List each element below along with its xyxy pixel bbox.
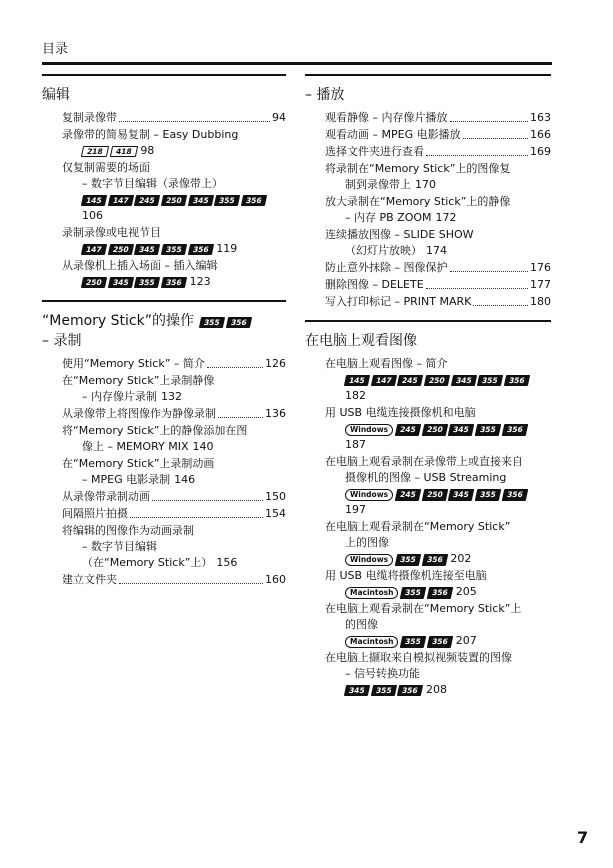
entry-page: 140 — [192, 440, 214, 453]
entry-text: 建立文件夹 — [62, 573, 117, 586]
dot-leader — [463, 138, 528, 139]
section-title-text: – 播放 — [305, 87, 345, 103]
entry-text: 间隔照片拍摄 — [62, 507, 128, 520]
entry-text: 删除图像 – DELETE — [325, 278, 424, 291]
dot-leader — [130, 517, 263, 518]
entry-text: 放大录制在“Memory Stick”上的静像 — [325, 195, 511, 208]
model-badges — [345, 375, 529, 386]
model-badges — [345, 636, 452, 648]
dot-leader — [152, 500, 263, 501]
entry-line — [62, 110, 286, 126]
entry-line — [62, 274, 286, 290]
entry-page: 208 — [425, 683, 447, 696]
toc-entry — [325, 601, 551, 649]
model-badge: 250 — [421, 489, 447, 501]
entry-page: 132 — [161, 390, 182, 403]
entry-page: 119 — [216, 242, 238, 255]
model-badge: 355 — [400, 587, 426, 599]
entry-text: 在电脑上观看录制在“Memory Stick”上 — [325, 602, 522, 615]
entry-page: 126 — [265, 357, 286, 370]
entry-line — [62, 472, 286, 488]
entry-text: 用 USB 电缆连接摄像机和电脑 — [325, 406, 476, 419]
page-number: 7 — [577, 828, 589, 847]
model-badge: 355 — [400, 636, 426, 648]
toc-entry — [62, 406, 286, 422]
entry-page: 172 — [435, 211, 457, 224]
toc-entries — [305, 356, 551, 698]
toc-entry — [325, 110, 551, 126]
entry-text: 将录制在“Memory Stick”上的图像复 — [325, 162, 511, 175]
section-title — [305, 84, 551, 104]
entry-line — [325, 144, 551, 160]
entry-continuation: 制到录像带上 — [345, 178, 411, 191]
header-rule — [42, 62, 552, 65]
toc-section — [42, 74, 286, 290]
toc-entry — [325, 650, 551, 698]
entry-text: 写入打印标记 – PRINT MARK — [325, 295, 472, 308]
entry-text: 录制录像或电视节目 — [62, 226, 161, 239]
toc-entry — [325, 161, 551, 193]
model-badge: 218 — [81, 146, 109, 157]
model-badge: 250 — [424, 375, 450, 386]
model-badge: 345 — [448, 489, 474, 501]
entry-page: 170 — [415, 178, 436, 191]
toc-entry — [62, 489, 286, 505]
entry-text: 将编辑的图像作为动画录制 — [62, 524, 194, 537]
toc-entry — [62, 506, 286, 522]
toc-entry — [325, 260, 551, 276]
entry-line — [325, 177, 551, 193]
model-badge: 356 — [501, 489, 527, 501]
model-badge: 356 — [504, 375, 530, 386]
entry-line — [325, 210, 551, 226]
entry-page: 146 — [174, 473, 196, 486]
entry-text: 从录像机上插入场面 – 插入编辑 — [62, 259, 218, 272]
os-logo: Macintosh — [345, 587, 398, 599]
dot-leader — [450, 271, 529, 272]
model-badges — [82, 195, 266, 206]
entry-continuation: – MPEG 电影录制 — [82, 473, 171, 486]
model-badge: 356 — [397, 685, 423, 696]
model-badge: 418 — [109, 146, 137, 157]
toc-entry — [62, 456, 286, 488]
toc-entry — [62, 572, 286, 588]
entry-text: 将“Memory Stick”上的静像添加在图 — [62, 424, 248, 437]
entry-continuation: 像上 – MEMORY MIX — [82, 440, 189, 453]
model-badge: 245 — [395, 424, 421, 436]
toc-entries — [42, 110, 286, 290]
model-badges — [345, 424, 526, 436]
os-logo: Windows — [345, 424, 393, 436]
entry-page: 94 — [272, 111, 286, 124]
entry-page: 166 — [530, 128, 551, 141]
entry-line — [325, 551, 551, 567]
entry-page: 163 — [530, 111, 551, 124]
section-rule — [42, 300, 286, 302]
toc-entry — [325, 127, 551, 143]
entry-continuation: – 内存 PB ZOOM — [345, 211, 432, 224]
toc-entries — [42, 356, 286, 588]
entry-line — [325, 633, 551, 649]
model-badge: 356 — [421, 554, 447, 566]
section-title — [42, 310, 286, 350]
entry-continuation: 摄像机的图像 – USB Streaming — [345, 471, 507, 484]
entry-line — [325, 110, 551, 126]
entry-text: 从录像带上将图像作为静像录制 — [62, 407, 216, 420]
model-badge: 355 — [161, 244, 187, 255]
entry-line — [62, 356, 286, 372]
entry-page: 160 — [265, 573, 286, 586]
model-badge: 250 — [421, 424, 447, 436]
entry-line — [62, 439, 286, 455]
model-badges — [82, 146, 136, 157]
entry-text: 在电脑上撷取来自模拟视频装置的图像 — [325, 651, 512, 664]
model-badge: 355 — [134, 277, 160, 288]
entry-text: 选择文件夹进行查看 — [325, 145, 424, 158]
dot-leader — [119, 583, 263, 584]
entry-page: 176 — [530, 261, 551, 274]
toc-entry — [62, 160, 286, 224]
entry-page: 156 — [216, 556, 238, 569]
entry-text: 仅复制需要的场面 — [62, 161, 150, 174]
toc-entry — [62, 258, 286, 290]
entry-line — [62, 572, 286, 588]
entry-continuation: – 内存像片录制 — [82, 390, 157, 403]
entry-text: 在电脑上观看图像 – 简介 — [325, 357, 448, 370]
entry-page: 205 — [455, 585, 477, 598]
entry-line — [325, 127, 551, 143]
entry-page: 123 — [189, 275, 211, 288]
toc-entry — [325, 519, 551, 567]
dot-leader — [119, 121, 270, 122]
model-badge: 250 — [81, 277, 107, 288]
entry-continuation: – 信号转换功能 — [345, 667, 420, 680]
entry-text: 录像带的简易复制 – Easy Dubbing — [62, 128, 239, 141]
model-badge: 356 — [161, 277, 187, 288]
model-badge: 356 — [241, 195, 267, 206]
toc-entries — [305, 110, 551, 310]
model-badge: 356 — [427, 587, 453, 599]
entry-page: 98 — [140, 144, 155, 157]
entry-text: 从录像带录制动画 — [62, 490, 150, 503]
toc-entry — [62, 373, 286, 405]
toc-entry — [325, 405, 551, 453]
model-badges — [345, 685, 422, 696]
entry-page: 202 — [450, 552, 472, 565]
model-badge: 355 — [199, 317, 225, 328]
entry-page: 106 — [82, 209, 103, 222]
section-rule — [42, 74, 286, 76]
dot-leader — [426, 288, 528, 289]
dot-leader — [426, 155, 528, 156]
os-logo: Macintosh — [345, 636, 398, 648]
entry-line — [62, 389, 286, 405]
left-column — [42, 74, 286, 598]
model-badge: 145 — [81, 195, 107, 206]
entry-page: 187 — [345, 438, 366, 451]
dot-leader — [473, 305, 528, 306]
entry-line — [325, 277, 551, 293]
model-badge: 355 — [475, 424, 501, 436]
entry-page: 197 — [345, 503, 366, 516]
model-badge: 147 — [370, 375, 396, 386]
entry-line — [62, 506, 286, 522]
toc-section — [42, 300, 286, 588]
entry-text: 使用“Memory Stick” – 简介 — [62, 357, 205, 370]
entry-continuation: （幻灯片放映） — [345, 244, 422, 257]
page-header: 目录 — [42, 42, 69, 57]
entry-line — [325, 584, 551, 600]
toc-section — [305, 320, 551, 698]
entry-continuation: – 数字节目编辑 — [82, 540, 157, 553]
model-badge: 245 — [134, 195, 160, 206]
section-rule — [305, 320, 551, 322]
dot-leader — [207, 367, 263, 368]
entry-text: 在“Memory Stick”上录制动画 — [62, 457, 215, 470]
entry-line — [62, 143, 286, 159]
entry-line — [325, 294, 551, 310]
model-badge: 345 — [187, 195, 213, 206]
entry-page: 182 — [345, 389, 366, 402]
toc-entry — [325, 568, 551, 600]
model-badge: 245 — [397, 375, 423, 386]
section-title — [305, 330, 551, 350]
entry-line — [62, 406, 286, 422]
entry-continuation: – 数字节目编辑（录像带上） — [82, 177, 223, 190]
model-badges — [345, 489, 526, 501]
model-badge: 356 — [187, 244, 213, 255]
model-badge: 345 — [450, 375, 476, 386]
section-title-text: 编辑 — [42, 87, 70, 103]
entry-page: 177 — [530, 278, 551, 291]
entry-line — [325, 486, 551, 518]
entry-line — [325, 682, 551, 698]
entry-page: 136 — [265, 407, 286, 420]
entry-line — [62, 555, 286, 571]
section-title — [42, 84, 286, 104]
model-badges — [200, 317, 250, 328]
entry-line — [325, 372, 551, 404]
toc-section — [305, 74, 551, 310]
model-badge: 147 — [81, 244, 107, 255]
model-badge: 345 — [107, 277, 133, 288]
section-title-text: “Memory Stick”的操作 — [42, 313, 194, 329]
entry-line — [325, 243, 551, 259]
os-logo: Windows — [345, 554, 393, 566]
right-column — [305, 74, 551, 708]
entry-page: 207 — [455, 634, 477, 647]
entry-line — [325, 421, 551, 453]
toc-entry — [62, 423, 286, 455]
entry-text: 连续播放图像 – SLIDE SHOW — [325, 228, 474, 241]
toc-entry — [325, 194, 551, 226]
entry-page: 180 — [530, 295, 551, 308]
entry-continuation: （在“Memory Stick”上） — [82, 556, 213, 569]
model-badge: 145 — [344, 375, 370, 386]
section-subtitle: – 录制 — [42, 333, 82, 349]
entry-page: 174 — [426, 244, 447, 257]
entry-text: 在电脑上观看录制在“Memory Stick” — [325, 520, 511, 533]
model-badge: 355 — [475, 489, 501, 501]
entry-continuation: 上的图像 — [345, 536, 389, 549]
model-badges — [345, 587, 452, 599]
toc-entry — [325, 227, 551, 259]
toc-entry — [325, 294, 551, 310]
entry-continuation: 的图像 — [345, 618, 378, 631]
model-badge: 147 — [107, 195, 133, 206]
os-logo: Windows — [345, 489, 393, 501]
model-badge: 345 — [448, 424, 474, 436]
toc-entry — [62, 110, 286, 126]
section-title-text: 在电脑上观看图像 — [305, 333, 417, 349]
toc-entry — [325, 144, 551, 160]
toc-entry — [325, 454, 551, 518]
model-badge: 355 — [214, 195, 240, 206]
entry-text: 复制录像带 — [62, 111, 117, 124]
model-badge: 356 — [501, 424, 527, 436]
model-badge: 355 — [370, 685, 396, 696]
model-badge: 356 — [427, 636, 453, 648]
model-badge: 345 — [344, 685, 370, 696]
entry-page: 150 — [265, 490, 286, 503]
model-badges — [82, 244, 212, 255]
entry-line — [62, 241, 286, 257]
toc-entry — [62, 127, 286, 159]
entry-line — [62, 192, 286, 224]
dot-leader — [450, 121, 529, 122]
entry-text: 在“Memory Stick”上录制静像 — [62, 374, 215, 387]
entry-text: 观看静像 – 内存像片播放 — [325, 111, 448, 124]
toc-entry — [325, 277, 551, 293]
entry-line — [325, 260, 551, 276]
model-badges — [82, 277, 186, 288]
toc-entry — [62, 225, 286, 257]
toc-entry — [62, 356, 286, 372]
model-badge: 356 — [225, 317, 251, 328]
model-badge: 355 — [477, 375, 503, 386]
entry-page: 169 — [530, 145, 551, 158]
model-badge: 355 — [395, 554, 421, 566]
entry-line — [62, 489, 286, 505]
model-badge: 250 — [107, 244, 133, 255]
entry-page: 154 — [265, 507, 286, 520]
entry-text: 观看动画 – MPEG 电影播放 — [325, 128, 461, 141]
dot-leader — [218, 417, 263, 418]
entry-text: 用 USB 电缆将摄像机连接至电脑 — [325, 569, 487, 582]
toc-entry — [325, 356, 551, 404]
model-badge: 345 — [134, 244, 160, 255]
toc-entry — [62, 523, 286, 571]
model-badge: 250 — [161, 195, 187, 206]
model-badges — [345, 554, 446, 566]
section-rule — [305, 74, 551, 76]
model-badge: 245 — [395, 489, 421, 501]
entry-text: 防止意外抹除 – 图像保护 — [325, 261, 448, 274]
entry-text: 在电脑上观看录制在录像带上或直接来自 — [325, 455, 523, 468]
